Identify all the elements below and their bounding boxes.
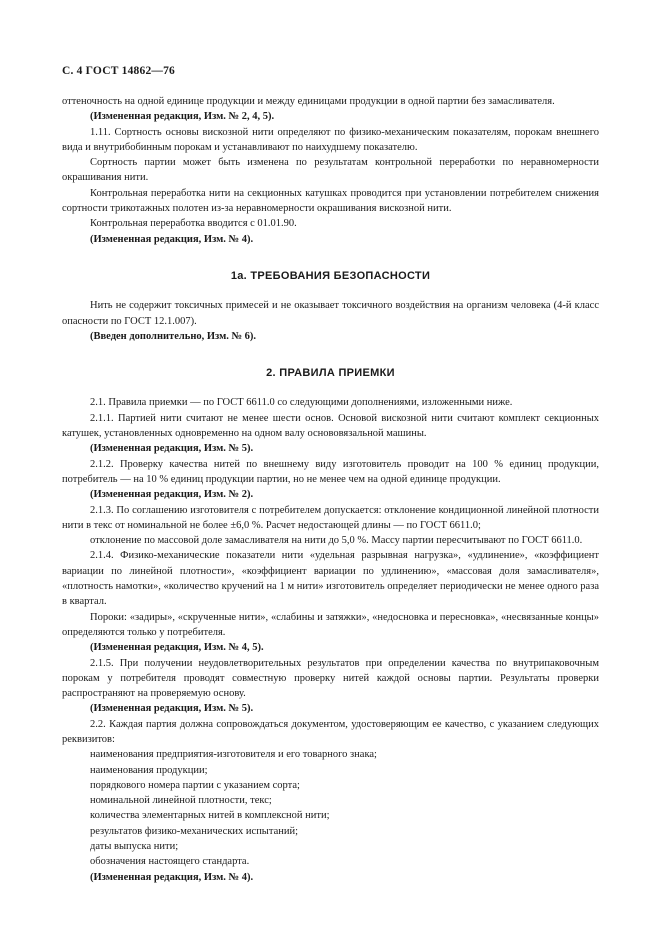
section-heading: 2. ПРАВИЛА ПРИЕМКИ <box>266 367 395 380</box>
list-item: обозначения настоящего стандарта. <box>90 856 250 868</box>
paragraph: 2.1.2. Проверку качества нитей по внешнему виду изготовитель проводит на 100 % единиц продукции, потребитель — на 10 % единиц продукции партии, но не менее чем на одной единице продукции. <box>62 458 599 485</box>
amendment-note: (Измененная редакция, Изм. № 5). <box>90 703 254 715</box>
amendment-note: (Измененная редакция, Изм. № 4). <box>90 233 254 245</box>
amendment-note: (Измененная редакция, Изм. № 5). <box>90 443 254 455</box>
page-header: С. 4 ГОСТ 14862—76 <box>62 65 175 77</box>
paragraph: Контрольная переработка вводится с 01.01.90. <box>90 218 297 230</box>
paragraph: 2.2. Каждая партия должна сопровождаться документом, удостоверяющим ее качество, с указанием следующих реквизитов: <box>62 718 599 745</box>
document-body <box>62 94 599 885</box>
paragraph: 2.1.5. При получении неудовлетворительных результатов при определении качества по внутрипаковочным порокам у потребителя проводят совместную проверку нитей каждой основы партии. Результаты проверки распространяют на проверяемую основу. <box>62 657 599 700</box>
amendment-note: (Введен дополнительно, Изм. № 6). <box>90 330 257 342</box>
paragraph: Контрольная переработка нити на секционных катушках проводится при установлении потребителем снижения сортности трикотажных полотен из-за неравномерности окрашивания вискозной нити. <box>62 187 599 215</box>
paragraph: отклонение по массовой доле замасливателя на нити до 5,0 %. Массу партии пересчитывают по ГОСТ 6611.0. <box>90 535 583 547</box>
requisites-list <box>62 747 599 869</box>
paragraph: оттеночность на одной единице продукции и между единицами продукции в одной партии без замасливателя. <box>62 96 555 107</box>
paragraph: Нить не содержит токсичных примесей и не оказывает токсичного воздействия на организм человека (4-й класс опасности по ГОСТ 12.1.007). <box>62 300 599 327</box>
amendment-note: (Измененная редакция, Изм. № 4, 5). <box>90 642 264 654</box>
amendment-note: (Измененная редакция, Изм. № 4). <box>90 871 254 883</box>
paragraph: 2.1.1. Партией нити считают не менее шести основ. Основой вискозной нити считают комплект секционных катушек, установленных одновременно на одном валу основовязальной машины. <box>62 412 599 440</box>
list-item: результатов физико-механических испытаний; <box>90 825 299 837</box>
list-item: наименования продукции; <box>90 764 208 776</box>
list-item: количества элементарных нитей в комплексной нити; <box>90 810 330 822</box>
paragraph: Сортность партии может быть изменена по результатам контрольной переработки по неравномерности окрашивания нити. <box>62 157 599 184</box>
list-item: даты выпуска нити; <box>90 841 179 853</box>
list-item: номинальной линейной плотности, текс; <box>90 795 272 807</box>
amendment-note: (Измененная редакция, Изм. № 2, 4, 5). <box>90 111 275 123</box>
section-heading: 1а. ТРЕБОВАНИЯ БЕЗОПАСНОСТИ <box>230 269 431 282</box>
paragraph: Пороки: «задиры», «скрученные нити», «слабины и затяжки», «недосновка и пересновка», «несвязанные концы» определяются только у потребителя. <box>62 611 599 638</box>
paragraph: 1.11. Сортность основы вискозной нити определяют по физико-механическим показателям, порокам внешнего вида и внутрибобинным порокам и устанавливают по наихудшему показателю. <box>62 126 599 153</box>
list-item: порядкового номера партии с указанием сорта; <box>90 779 300 791</box>
amendment-note: (Измененная редакция, Изм. № 2). <box>90 489 254 501</box>
paragraph: 2.1. Правила приемки — по ГОСТ 6611.0 со следующими дополнениями, изложенными ниже. <box>90 397 513 409</box>
paragraph: 2.1.3. По соглашению изготовителя с потребителем допускается: отклонение кондиционной линейной плотности нити в текс от номинальной не более ±6,0 %. Расчет недостающей длины — по ГОСТ 6611.0; <box>62 504 599 531</box>
paragraph: 2.1.4. Физико-механические показатели нити «удельная разрывная нагрузка», «удлинение», «коэффициент вариации по линейной плотности», «коэффициент вариации по удлинению», «массовая доля замасливателя», «плотность намотки», «количество кручений на 1 м нити» изготовитель определяет периодически не менее одного раза в квартал. <box>62 550 599 608</box>
list-item: наименования предприятия-изготовителя и его товарного знака; <box>90 749 377 761</box>
